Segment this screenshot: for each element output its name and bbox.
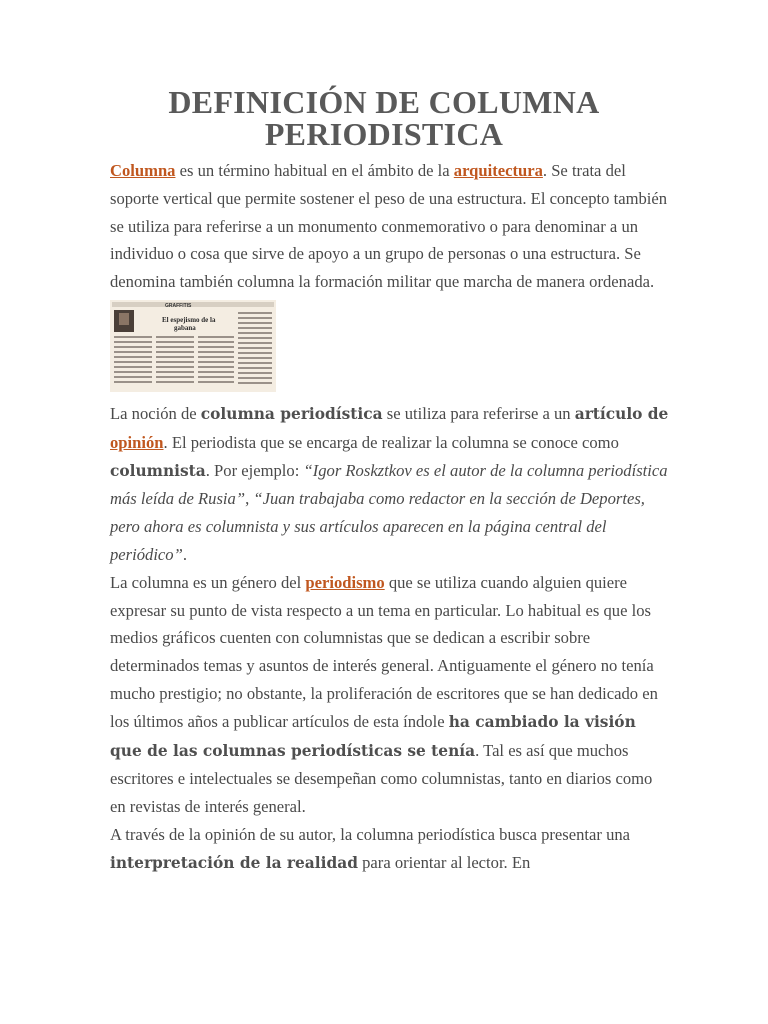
bold-text: ha cambiado la visión que de las columnas periodísticas se tenía [110, 712, 636, 760]
paragraph-genero-periodismo [110, 569, 670, 821]
bold-text: columnista [110, 461, 206, 480]
bold-text: columna periodística [200, 404, 383, 423]
bold-text: artículo de [574, 404, 669, 423]
link-columna[interactable]: Columna [110, 161, 176, 180]
title-line-1: DEFINICIÓN DE COLUMNA [168, 84, 600, 120]
link-opinion[interactable]: opinión [110, 432, 164, 452]
clipping-headline-1: El espejismo de la [162, 315, 216, 324]
text-span: se utiliza para referirse a un [382, 403, 575, 423]
text-span: para orientar al lector. En [357, 852, 531, 872]
example-quote: “Juan trabajaba como redactor en la sección de Deportes, pero ahora es columnista y sus artículos aparecen en la página central del periódico” [110, 489, 645, 564]
newspaper-clipping-image [110, 300, 276, 392]
clipping-illustration [110, 300, 276, 392]
link-periodismo[interactable]: periodismo [305, 572, 385, 592]
link-arquitectura[interactable]: arquitectura [453, 161, 543, 180]
text-span: La noción de [110, 403, 201, 423]
paragraph-columna-definition [110, 157, 670, 296]
title-line-2: PERIODISTICA [264, 116, 504, 152]
paragraph-columna-periodistica [110, 400, 670, 569]
text-span: es un término habitual en el ámbito de la [175, 161, 454, 180]
text-span: A través de la opinión de su autor, la columna periodística busca presentar una [110, 824, 631, 844]
paragraph-interpretacion [110, 821, 670, 878]
example-quote: “Igor Roskztkov es el autor de la columna periodística más leída de Rusia” [110, 460, 668, 509]
text-span: La columna es un género del [110, 572, 306, 592]
text-span: , [245, 489, 254, 509]
text-span: que se utiliza cuando alguien quiere expresar su punto de vista respecto a un tema en particular. Lo habitual es que los medios gráficos cuenten con columnistas que se dedican a escribir sobre determinados temas y asuntos de interés general. Antiguamente el género no tenía mucho prestigio; no obstante, la proliferación de escritores que se han dedicado en los últimos años a publicar artículos de esta índole [110, 572, 658, 731]
text-span: . Por ejemplo: [205, 460, 304, 480]
clipping-headline-2: gabana [174, 323, 196, 332]
text-span: . Se trata del soporte vertical que permite sostener el peso de una estructura. El concepto también se utiliza para referirse a un monumento conmemorativo o para denominar a un individuo o cosa que sirve de apoyo a un grupo de personas o una estructura. Se denomina también columna la formación militar que marcha de manera ordenada. [110, 161, 668, 292]
page-title [60, 86, 708, 150]
bold-text: interpretación de la realidad [110, 853, 358, 872]
document-body [110, 157, 670, 878]
text-span: . El periodista que se encarga de realizar la columna se conoce como [163, 432, 619, 452]
text-span: . [182, 544, 187, 564]
clipping-header: GRAFFITIS [165, 302, 192, 309]
text-span: . Tal es así que muchos escritores e intelectuales se desempeñan como columnistas, tanto en diarios como en revistas de interés general. [110, 740, 653, 817]
